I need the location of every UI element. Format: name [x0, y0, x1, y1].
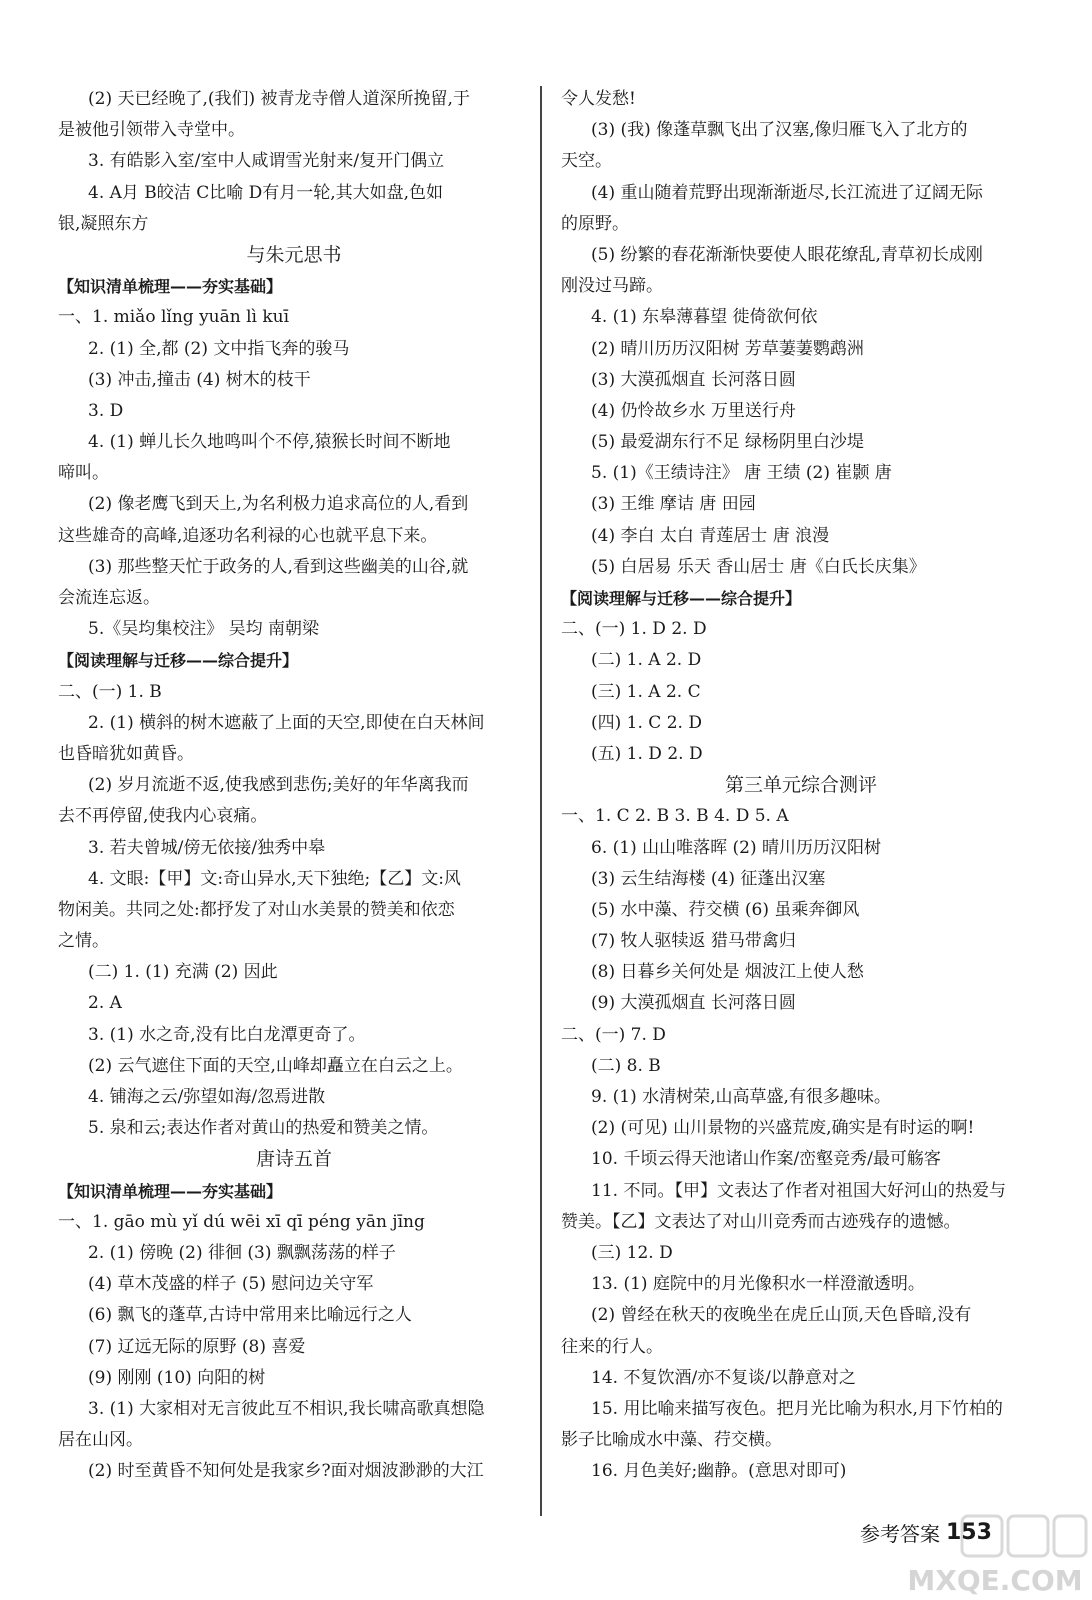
answer-line: 4. 铺海之云/弥望如海/忽焉进散: [88, 1087, 326, 1107]
answer-line: (3) 王维 摩诘 唐 田园: [591, 494, 756, 515]
answer-line: (5) 水中藻、荇交横 (6) 虽乘奔御风: [591, 899, 860, 920]
answer-line: 2. A: [88, 993, 122, 1014]
answer-line: (4) 李白 太白 青莲居士 唐 浪漫: [591, 525, 830, 546]
answer-line: (2) (可见) 山川景物的兴盛荒废,确实是有时运的啊!: [591, 1118, 975, 1139]
section-header: 【知识清单梳理——夯实基础】: [58, 1181, 283, 1201]
answer-line: (5) 白居易 乐天 香山居士 唐《白氏长庆集》: [591, 556, 926, 577]
answer-line: (4) 仍怜故乡水 万里送行舟: [591, 400, 796, 421]
answer-line: 16. 月色美好;幽静。(意思对即可): [591, 1461, 847, 1482]
answer-line: 银,凝照东方: [58, 213, 149, 234]
answer-line: 影子比喻成水中藻、荇交横。: [561, 1430, 782, 1451]
answer-line: 9. (1) 水清树荣,山高草盛,有很多趣味。: [591, 1087, 891, 1107]
answer-line: 天空。: [561, 151, 612, 172]
answer-line: (二) 8. B: [591, 1055, 661, 1076]
right-column: [561, 84, 1041, 1487]
watermark-logo: [900, 1510, 1090, 1600]
page-number: 153: [946, 1519, 992, 1545]
answer-line: (3) 那些整天忙于政务的人,看到这些幽美的山谷,就: [88, 556, 469, 577]
section-header: 【知识清单梳理——夯实基础】: [58, 277, 283, 297]
answer-line: (3) 云生结海楼 (4) 征蓬出汉塞: [591, 868, 826, 889]
answer-line: (9) 刚刚 (10) 向阳的树: [88, 1367, 266, 1388]
answer-line: 15. 用比喻来描写夜色。把月光比喻为积水,月下竹柏的: [591, 1398, 1003, 1419]
answer-line: 4. 文眼:【甲】文:奇山异水,天下独绝;【乙】文:风: [88, 868, 461, 889]
answer-line: 会流连忘返。: [58, 588, 160, 608]
answer-line: 4. A月 B皎洁 C比喻 D有月一轮,其大如盘,色如: [88, 182, 444, 203]
answer-line: (2) 岁月流逝不返,使我感到悲伤;美好的年华离我而: [88, 775, 469, 796]
answer-line: 二、(一) 7. D: [561, 1024, 666, 1045]
answer-line: (2) 像老鹰飞到天上,为名利极力追求高位的人,看到: [88, 494, 469, 515]
answer-line: 5.《吴均集校注》 吴均 南朝梁: [88, 619, 320, 640]
answer-line: (三) 12. D: [591, 1242, 673, 1263]
answer-line: 的原野。: [561, 213, 629, 234]
answer-line: 物闲美。共同之处:都抒发了对山水美景的赞美和依恋: [58, 899, 455, 920]
answer-line: 13. (1) 庭院中的月光像积水一样澄澈透明。: [591, 1274, 925, 1295]
answer-line: 2. (1) 傍晚 (2) 徘徊 (3) 飘飘荡荡的样子: [88, 1242, 396, 1263]
answer-line: 二、(一) 1. D 2. D: [561, 619, 707, 640]
answer-line: 去不再停留,使我内心哀痛。: [58, 806, 268, 827]
watermark-text: MXQE.COM: [907, 1564, 1083, 1597]
answer-line: 11. 不同。【甲】文表达了作者对祖国大好河山的热爱与: [591, 1180, 1006, 1201]
section-title: 唐诗五首: [255, 1148, 332, 1171]
answer-line: (二) 1. A 2. D: [591, 650, 702, 671]
answer-line: 一、1. miǎo lǐng yuān lì kuī: [58, 307, 290, 328]
answer-line: (五) 1. D 2. D: [591, 743, 703, 764]
footer-label: 参考答案: [860, 1521, 940, 1546]
answer-line: 5. (1)《王绩诗注》 唐 王绩 (2) 崔颢 唐: [591, 463, 892, 484]
section-header: 【阅读理解与迁移——综合提升】: [58, 651, 299, 671]
answer-line: 4. (1) 蝉儿长久地鸣叫个不停,猿猴长时间不断地: [88, 432, 451, 453]
answer-line: 6. (1) 山山唯落晖 (2) 晴川历历汉阳树: [591, 837, 881, 858]
answer-line: (2) 曾经在秋天的夜晚坐在虎丘山顶,天色昏暗,没有: [591, 1305, 972, 1326]
answer-line: 5. 泉和云;表达作者对黄山的热爱和赞美之情。: [88, 1118, 439, 1139]
answer-line: 这些雄奇的高峰,追逐功名利禄的心也就平息下来。: [58, 525, 438, 546]
answer-line: 是被他引领带入寺堂中。: [58, 120, 245, 141]
section-title: 与朱元思书: [246, 243, 342, 266]
answer-line: (7) 牧人驱犊返 猎马带禽归: [591, 931, 796, 952]
answer-line: (四) 1. C 2. D: [591, 712, 702, 733]
answer-line: (2) 天已经晚了,(我们) 被青龙寺僧人道深所挽留,于: [88, 89, 470, 109]
answer-line: 令人发愁!: [561, 89, 636, 109]
answer-line: 3. 有皓影入室/室中人咸谓雪光射来/复开门偶立: [88, 151, 445, 172]
answer-line: (二) 1. (1) 充满 (2) 因此: [88, 962, 278, 983]
answer-line: 10. 千顷云得天池诸山作案/峦壑竞秀/最可觞客: [591, 1149, 941, 1170]
answer-line: 2. (1) 全,都 (2) 文中指飞奔的骏马: [88, 338, 350, 359]
answer-line: (7) 辽远无际的原野 (8) 喜爱: [88, 1336, 306, 1357]
answer-line: 3. (1) 水之奇,没有比白龙潭更奇了。: [88, 1024, 366, 1045]
answer-line: (2) 云气遮住下面的天空,山峰却矗立在白云之上。: [88, 1055, 463, 1076]
answer-line: 赞美。【乙】文表达了对山川竞秀而古迹残存的遗憾。: [561, 1211, 961, 1232]
answer-line: (三) 1. A 2. C: [591, 681, 701, 702]
answer-line: 啼叫。: [58, 463, 109, 484]
answer-line: (6) 飘飞的蓬草,古诗中常用来比喻远行之人: [88, 1305, 412, 1326]
answer-line: (9) 大漠孤烟直 长河落日圆: [591, 993, 796, 1014]
answer-line: 14. 不复饮酒/亦不复谈/以静意对之: [591, 1367, 856, 1388]
answer-line: 4. (1) 东皋薄暮望 徙倚欲何依: [591, 307, 818, 328]
answer-line: 2. (1) 横斜的树木遮蔽了上面的天空,即使在白天林间: [88, 712, 485, 733]
answer-line: (5) 最爱湖东行不足 绿杨阴里白沙堤: [591, 432, 864, 453]
answer-line: 之情。: [58, 931, 109, 952]
answer-line: (3) 大漠孤烟直 长河落日圆: [591, 369, 796, 390]
left-column: [58, 84, 530, 1487]
answer-line: 3. (1) 大家相对无言彼此互不相识,我长啸高歌真想隐: [88, 1398, 485, 1419]
answer-line: 一、1. gāo mù yǐ dú wēi xī qī péng yān jīng: [58, 1211, 425, 1232]
answer-line: 3. D: [88, 400, 124, 421]
answer-line: 一、1. C 2. B 3. B 4. D 5. A: [561, 806, 789, 827]
answer-line: (5) 纷繁的春花渐渐快要使人眼花缭乱,青草初长成刚: [591, 244, 983, 265]
answer-line: 刚没过马蹄。: [561, 276, 663, 297]
answer-line: (3) 冲击,撞击 (4) 树木的枝干: [88, 369, 311, 390]
answer-line: (8) 日暮乡关何处是 烟波江上使人愁: [591, 962, 864, 983]
answer-line: 3. 若夫曾城/傍无依接/独秀中皋: [88, 837, 326, 858]
answer-line: (2) 晴川历历汉阳树 芳草萋萋鹦鹉洲: [591, 338, 864, 359]
answer-line: (4) 重山随着荒野出现渐渐逝尽,长江流进了辽阔无际: [591, 182, 983, 203]
answer-line: (3) (我) 像蓬草飘飞出了汉塞,像归雁飞入了北方的: [591, 120, 968, 141]
answer-line: 往来的行人。: [561, 1336, 663, 1357]
answer-line: (2) 时至黄昏不知何处是我家乡?面对烟波渺渺的大江: [88, 1461, 484, 1482]
answer-line: (4) 草木茂盛的样子 (5) 慰问边关守军: [88, 1274, 374, 1295]
answer-line: 也昏暗犹如黄昏。: [58, 743, 194, 764]
section-title: 第三单元综合测评: [724, 774, 877, 797]
answer-line: 二、(一) 1. B: [58, 681, 162, 702]
column-divider: [540, 86, 542, 1516]
answer-line: 居在山冈。: [58, 1430, 143, 1451]
section-header: 【阅读理解与迁移——综合提升】: [561, 589, 802, 608]
